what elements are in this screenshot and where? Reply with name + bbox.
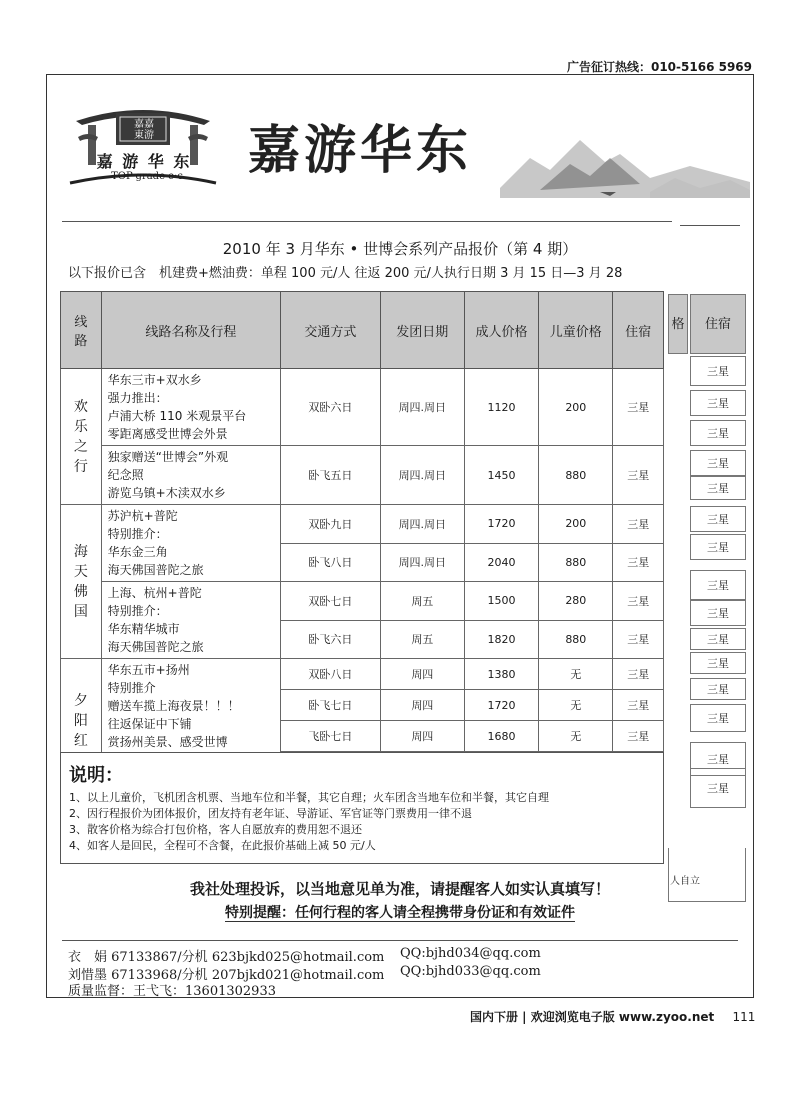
col-header-transport: 交通方式 [280,292,380,369]
itinerary-line: 华东精华城市 [107,622,180,636]
itinerary-line: 海天佛国普陀之旅 [107,563,204,577]
adjacent-hotel-cell: 三星 [690,356,746,386]
child-price-cell: 880 [539,620,613,659]
child-price-cell: 880 [539,446,613,505]
contact-info: 刘惜墨 67133968/分机 207bjkd021@hotmail.com [68,968,385,983]
logo-slogan: 嘉 游 华 东 [96,152,192,171]
page-number: 111 [732,1010,756,1024]
contact-qq: QQ:bjhd034@qq.com [400,946,541,961]
adjacent-hotel-cell: 三星 [690,704,746,732]
itinerary-line: 苏沪杭+普陀 [107,509,178,523]
adjacent-hotel-cell: 三星 [690,628,746,650]
table-row [61,505,664,544]
itinerary-line: 特别推介 [107,681,156,695]
adjacent-hotel-cell: 三星 [690,506,746,532]
contact-line [68,980,276,999]
adjacent-hotel-cell: 三星 [690,420,746,446]
itinerary-line: 赠送车揽上海夜景！！！ [107,699,240,713]
notes-box [60,752,664,864]
itinerary-cell [101,446,280,505]
child-price-cell: 880 [539,543,613,582]
quality-supervisor: 质量监督：王弋飞：13601302933 [68,984,276,999]
transport-cell: 双卧七日 [280,582,380,621]
hotel-cell: 三星 [613,659,664,690]
adjacent-hotel-cell: 三星 [690,600,746,626]
child-price-cell: 无 [539,690,613,721]
header-divider [62,221,672,222]
transport-cell: 双卧八日 [280,659,380,690]
contact-info: 衣 娟 67133867/分机 623bjkd025@hotmail.com [68,950,385,965]
adult-price-cell: 1680 [464,721,538,752]
itinerary-line: 独家赠送“世博会”外观 [107,450,229,464]
child-price-cell: 无 [539,659,613,690]
adult-price-cell: 1120 [464,369,538,446]
hotel-cell: 三星 [613,446,664,505]
departure-dates-cell: 周四 [380,721,464,752]
contact-line [68,946,541,965]
itinerary-line: 上海、杭州+普陀 [107,586,202,600]
header-divider-right [680,225,740,226]
transport-cell: 双卧六日 [280,369,380,446]
table-row [61,659,664,690]
adjacent-tail-text: 人自立 [670,876,700,887]
departure-dates-cell: 周五 [380,620,464,659]
col-header-dates: 发团日期 [380,292,464,369]
adjacent-hotel-cell: 三星 [690,534,746,560]
table-row [61,369,664,446]
itinerary-line: 特别推介： [107,604,168,618]
child-price-cell: 280 [539,582,613,621]
hotel-cell: 三星 [613,543,664,582]
company-logo [68,95,218,195]
adult-price-cell: 1500 [464,582,538,621]
hotel-cell: 三星 [613,721,664,752]
col-header-route: 线路 [61,292,102,369]
special-reminder: 特别提醒：任何行程的客人请全程携带身份证和有效证件 [225,905,575,921]
transport-cell: 卧飞六日 [280,620,380,659]
note-item: 3、散客价格为综合打包价格，客人自愿放弃的费用恕不退还 [69,823,362,836]
table-row [61,582,664,621]
table-row [61,446,664,505]
col-header-itinerary: 线路名称及行程 [101,292,280,369]
adjacent-hotel-cell: 三星 [690,652,746,674]
adjacent-header-price: 格 [668,294,688,354]
transport-cell: 飞卧七日 [280,721,380,752]
departure-dates-cell: 周五 [380,582,464,621]
adult-price-cell: 1820 [464,620,538,659]
itinerary-line: 往返保证中下铺 [107,717,192,731]
itinerary-line: 卢浦大桥 110 米观景平台 [107,409,247,423]
itinerary-line: 特别推介： [107,527,168,541]
itinerary-line: 赏扬州美景、感受世博 [107,735,228,749]
itinerary-line: 华东金三角 [107,545,168,559]
ad-hotline: 广告征订热线：010-5166 5969 [566,60,752,74]
itinerary-line: 游览乌镇+木渎双水乡 [107,486,226,500]
itinerary-line: 华东三市+双水乡 [107,373,202,387]
route-group-name: 夕阳红 [61,659,102,783]
adjacent-hotel-cell: 三星 [690,450,746,476]
itinerary-cell [101,369,280,446]
itinerary-line: 强力推出： [107,391,168,405]
itinerary-line: 海天佛国普陀之旅 [107,640,204,654]
adjacent-hotel-cell: 三星 [690,678,746,700]
itinerary-line: 纪念照 [107,468,144,482]
page-title: 2010 年 3 月华东 • 世博会系列产品报价（第 4 期） [222,240,578,258]
route-group-name: 海天佛国 [61,505,102,659]
transport-cell: 卧飞五日 [280,446,380,505]
adult-price-cell: 1720 [464,690,538,721]
hotel-cell: 三星 [613,369,664,446]
hotel-cell: 三星 [613,620,664,659]
adjacent-table-fragment [668,294,748,902]
departure-dates-cell: 周四.周日 [380,543,464,582]
departure-dates-cell: 周四 [380,690,464,721]
note-item: 1、以上儿童价，飞机团含机票、当地车位和半餐，其它自理；火车团含当地车位和半餐，其它自理 [69,791,549,804]
col-header-hotel: 住宿 [613,292,664,369]
col-header-child-price: 儿童价格 [539,292,613,369]
departure-dates-cell: 周四 [380,659,464,690]
table-header-row [61,292,664,369]
adjacent-hotel-cell: 三星 [690,742,746,776]
logo-seal-top: 嘉嘉 [134,119,154,130]
adjacent-hotel-cell: 三星 [690,390,746,416]
adult-price-cell: 1450 [464,446,538,505]
complaint-notice: 我社处理投诉，以当地意见单为准，请提醒客人如实认真填写！ [189,880,610,898]
hotel-cell: 三星 [613,582,664,621]
itinerary-cell [101,582,280,659]
adjacent-hotel-cell: 三星 [690,570,746,600]
departure-dates-cell: 周四.周日 [380,369,464,446]
adjacent-hotel-cell: 三星 [690,768,746,808]
transport-cell: 卧飞八日 [280,543,380,582]
adult-price-cell: 1380 [464,659,538,690]
adjacent-header-hotel: 住宿 [690,294,746,354]
transport-cell: 双卧九日 [280,505,380,544]
contact-qq: QQ:bjhd033@qq.com [400,964,541,979]
hotel-cell: 三星 [613,690,664,721]
child-price-cell: 200 [539,505,613,544]
departure-dates-cell: 周四.周日 [380,505,464,544]
note-item: 4、如客人是回民，全程可不含餐，在此报价基础上减 50 元/人 [69,839,376,852]
logo-seal-bottom: 東游 [134,130,154,141]
price-table [60,291,664,783]
adult-price-cell: 2040 [464,543,538,582]
adult-price-cell: 1720 [464,505,538,544]
notes-title: 说明： [69,765,123,786]
itinerary-line: 零距离感受世博会外景 [107,427,228,441]
footer-text: 国内下册 | 欢迎浏览电子版 www.zyoo.net [470,1010,715,1024]
adjacent-hotel-cell: 三星 [690,476,746,500]
transport-cell: 卧飞七日 [280,690,380,721]
hotel-cell: 三星 [613,505,664,544]
itinerary-line: 华东五市+扬州 [107,663,190,677]
logo-tagline: TOP-grade e·c [111,171,183,182]
child-price-cell: 无 [539,721,613,752]
contact-divider [62,940,738,941]
departure-dates-cell: 周四.周日 [380,446,464,505]
note-item: 2、因行程报价为团体报价，团友持有老年证、导游证、军官证等门票费用一律不退 [69,807,472,820]
child-price-cell: 200 [539,369,613,446]
mountain-landscape-icon [500,118,750,198]
col-header-adult-price: 成人价格 [464,292,538,369]
itinerary-cell [101,505,280,582]
route-group-name: 欢乐之行 [61,369,102,505]
page-footer [470,1008,755,1025]
brand-title: 嘉游华东 [248,120,473,181]
price-note: 以下报价已含 机建费+燃油费：单程 100 元/人 往返 200 元/人执行日期 3 月 15 日—3 月 28 [68,266,623,281]
